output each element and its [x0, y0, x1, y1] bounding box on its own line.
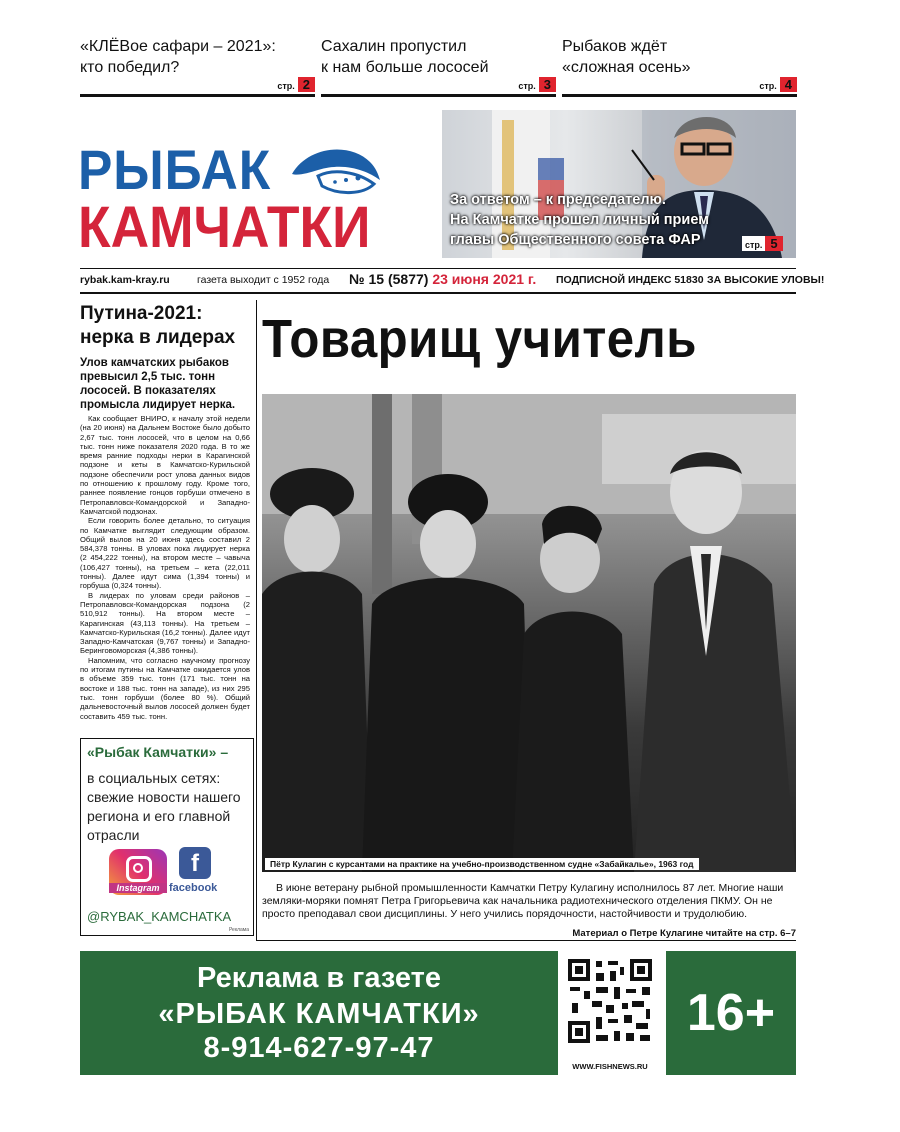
sidebar-paragraph: Если говорить более детально, то ситуация по Камчатке выглядит следующим образом. Общий вылов на 20 июня здесь составил 2 584,378 тонны. В уловах пока лидирует нерка (2 454,222 тонны), на втором месте – чавыча (106,427 тонны), на третьем – кета (22,011 тонны). Далее идут сима (1,394 тонны) и горбуша (0,324 тонны). [80, 516, 250, 591]
teaser-3-line2: «сложная осень» [562, 59, 691, 76]
teaser-3[interactable] [562, 36, 797, 92]
site-url[interactable]: rybak.kam-kray.ru [80, 274, 170, 286]
meta-bottom-rule [80, 292, 796, 294]
teaser-1-rule [80, 94, 315, 97]
since-label: газета выходит с 1952 года [197, 274, 330, 286]
social-promo[interactable] [80, 738, 254, 936]
facebook-icon[interactable]: f [179, 847, 211, 879]
ad-line1: Реклама в газете [197, 962, 441, 994]
sidebar-paragraph: В лидерах по уловам среди районов – Петропавловск-Командорская подзона (2 510,912 тонны). На втором месте – Карагинская (43,113 тонны). На третьем – Камчатско-Курильская (16,2 тонны). Далее идут Западно-Камчатская (9,767 тонны) и Западно-Беринговоморская (4,386 тонны). [80, 590, 250, 656]
teaser-1-page: стр. 2 [277, 77, 315, 94]
ad-line2: «РЫБАК КАМЧАТКИ» [158, 998, 480, 1030]
subscription-index: ПОДПИСНОЙ ИНДЕКС 51830 [556, 274, 704, 286]
top-caption-line1: За ответом – к председателю. [450, 192, 666, 208]
sidebar-title[interactable] [80, 302, 235, 350]
issue-number: № 15 (5877) 23 июня 2021 г. [349, 271, 537, 287]
ad-phone[interactable]: 8-914-627-97-47 [203, 1032, 435, 1064]
promo-title: «Рыбак Камчатки» – [87, 744, 229, 760]
qr-block[interactable] [558, 951, 662, 1075]
main-headline[interactable]: Товарищ учитель [262, 309, 697, 369]
social-handle[interactable]: @RYBAK_KAMCHATKA [87, 909, 232, 924]
top-caption-line3: главы Общественного совета ФАР [450, 232, 701, 248]
teaser-2-page: стр. 3 [518, 77, 556, 94]
column-divider [256, 300, 257, 940]
sidebar-lead: Улов камчатских рыбаков превысил 2,5 тыс. тонн лососей. В показателях промысла лидирует нерка. [80, 357, 236, 411]
sidebar-title-line2: нерка в лидерах [80, 327, 236, 348]
sidebar-paragraph: Напомним, что согласно научному прогнозу по итогам путины на Камчатке ожидается улов в объеме 359 тыс. тонн (171 тыс. тонн на востоке и 188 тыс. тонн на западе), из них 295 тыс. тонн горбуши (более 80 %). Общий дальневосточный вылов лососей должен будет составить 459 тыс. тонн. [80, 655, 250, 721]
top-photo-caption [450, 190, 709, 250]
teaser-1-line1: «КЛЁВое сафари – 2021»: [80, 38, 276, 55]
sidebar-title-line1: Путина-2021: [80, 303, 203, 324]
ad-banner[interactable] [80, 951, 558, 1075]
promo-body: в социальных сетях: свежие новости нашего региона и его главной отрасли [87, 770, 241, 843]
teaser-1[interactable] [80, 36, 315, 92]
ad-note: Реклама [228, 927, 249, 933]
teaser-2[interactable] [321, 36, 556, 92]
see-also-link[interactable]: Материал о Петре Кулагине читайте на стр. 6–7 [572, 928, 796, 939]
article-lead: В июне ветерану рыбной промышленности Камчатки Петру Кулагину исполнилось 87 лет. Многие наши земляки-моряки помнят Петра Григорьевича как начальника радиотехнического отделения ПКМУ. Он не просто преподавал свои дисциплины. У него учились порядочности, настойчивости и трудолюбию. [262, 882, 784, 920]
sidebar-paragraph: Как сообщает ВНИРО, к началу этой недели (на 20 июня) на Дальнем Востоке было добыто 2,67 тыс. тонн лососей, что в целом на 0,66 тыс. тонн ниже показателя 2020 года. В то же время ранние подходы нерки в Карагинской подзоне и кеты в Камчатско-Курильской подзоне обеспечили рост улова данных видов по отношению к прошлому году. Кроме того, раннее появление гонцов горбуши отмечено в Петропавловск-Командорской и Западно-Камчатской подзонах. [80, 414, 250, 516]
age-rating: 16+ [666, 951, 796, 1075]
instagram-label: Instagram [109, 883, 167, 893]
teaser-3-line1: Рыбаков ждёт [562, 38, 668, 55]
masthead-line1: РЫБАК [78, 138, 272, 201]
teaser-3-page: стр. 4 [759, 77, 797, 94]
slogan: ЗА ВЫСОКИЕ УЛОВЫ! [707, 274, 825, 286]
fish-logo-icon [288, 140, 388, 200]
teaser-2-line1: Сахалин пропустил [321, 38, 467, 55]
main-photo-image [262, 394, 796, 872]
teaser-2-line2: к нам больше лососей [321, 59, 489, 76]
masthead-line2: КАМЧАТКИ [78, 195, 371, 260]
teaser-3-rule [562, 94, 797, 97]
photo-caption: Пётр Кулагин с курсантами на практике на учебно-производственном судне «Забайкалье», 1963 год [265, 858, 699, 870]
main-photo[interactable] [262, 394, 796, 872]
teaser-2-rule [321, 94, 556, 97]
sidebar-body [80, 414, 250, 721]
meta-top-rule [80, 268, 796, 269]
bottom-rule [256, 940, 796, 941]
qr-code-icon [566, 957, 654, 1045]
teaser-1-line2: кто победил? [80, 59, 180, 76]
top-caption-line2: На Камчатке прошел личный прием [450, 212, 709, 228]
ad-url[interactable]: WWW.FISHNEWS.RU [572, 1062, 648, 1071]
facebook-label: facebook [169, 882, 218, 894]
top-photo-page: стр. 5 [742, 236, 783, 251]
